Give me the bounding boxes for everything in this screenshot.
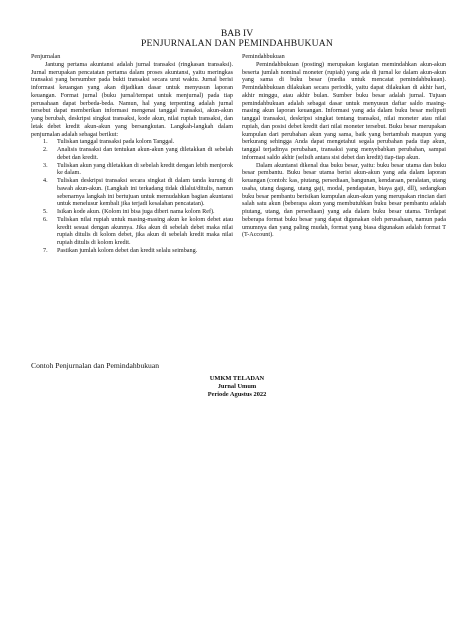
company-name: UMKM TELADAN	[209, 375, 265, 382]
left-column	[31, 54, 233, 256]
list-item	[31, 217, 233, 248]
steps-list	[31, 139, 233, 255]
list-item	[31, 248, 233, 256]
period-label: Periode Agustus 2022	[207, 391, 267, 398]
journal-header	[0, 375, 474, 399]
chapter-number: BAB IV	[220, 28, 254, 39]
list-item	[31, 147, 233, 163]
list-text: Isikan kode akun. (Kolom ini bisa juga diberi nama kolom Ref).	[57, 209, 215, 215]
list-number: 3.	[43, 162, 48, 169]
example-heading: Contoh Penjurnalan dan Pemindahbukuan	[31, 361, 160, 370]
list-number: 2.	[43, 147, 48, 153]
list-text: Tuliskan tanggal transaksi pada kolom Tanggal.	[57, 139, 175, 146]
list-item	[31, 139, 233, 147]
chapter-title: PENJURNALAN DAN PEMINDAHBUKUAN	[140, 38, 333, 49]
paragraph-penjurnalan: Jantung pertama akuntansi adalah jurnal transaksi (ringkasan transaksi). Jurnal merupakan pencatatan pertama dalam proses akuntansi, yaitu meringkas transaksi yang bersumber pada bukti transaksi secara urut waktu. Jurnal berisi informasi keuangan yang akan dijadikan dasar untuk menyusun laporan keuangan. Format jurnal (buku jurnal/tempat untuk menjurnal) pada tiap perusahaan dapat berbeda-beda. Namun, hal yang terpenting adalah jurnal tersebut dapat memberikan informasi mengenai tanggal transaksi, akun-akun yang berubah, deskripsi singkat transaksi, kode akun, nilai rupiah transaksi, dan letak debet kredit akun-akun yang bersangkutan. Langkah-langkah dalam penjurnalan adalah sebagai berikut:	[31, 61, 233, 138]
paragraph-pemindahbukuan-2: Dalam akuntansi dikenal dua buku besar, yaitu: buku besar utama dan buku besar pembantu. Buku besar utama berisi akun-akun yang ada dalam laporan keuangan (contoh: kas, piutang, persediaan, bangunan, kendaraan, peralatan, utang usaha, utang dagang, utang gaji, modal, pendapatan, biaya gaji, dll), sedangkan buku besar pembantu berisikan kumpulan akun-akun yang merupakan rincian dari salah satu akun (beberapa akun yang membutuhkan buku besar pembantu adalah piutang, utang, dan persediaan) yang ada dalam buku besar utama. Terdapat beberapa format buku besar yang dapat digunakan oleh perusahaan, namun pada umumnya dan yang paling mudah, format yang biasa digunakan adalah format T (T-Account).	[242, 162, 446, 239]
list-item	[31, 163, 233, 179]
list-item	[31, 209, 233, 217]
list-text: Pastikan jumlah kolom debet dan kredit selalu seimbang.	[57, 247, 198, 254]
list-number: 4.	[43, 178, 48, 184]
list-text: Analisis transaksi dan tentukan akun-akun yang diletakkan di sebelah debet dan kredit.	[57, 147, 233, 161]
right-column	[242, 54, 446, 240]
list-number: 5.	[43, 209, 48, 215]
section-heading-pemindahbukuan: Pemindahbukuan	[242, 54, 285, 60]
section-heading-penjurnalan: Penjurnalan	[31, 54, 61, 60]
list-number: 7.	[43, 247, 48, 254]
list-item	[31, 178, 233, 209]
list-text: Tuliskan deskripsi transaksi secara singkat di dalam tanda kurung di bawah akun-akun. (Langkah ini terkadang tidak dilalui/ditulis, namun sebenarnya langkah ini bertujuan untuk memudahkan bagian akuntansi untuk menelusur kembali jika terjadi kesalahan pencatatan).	[57, 178, 233, 208]
list-text: Tuliskan nilai rupiah untuk masing-masing akun ke kolom debet atau kredit sesuai dengan akunnya. Jika akun di sebelah debet maka nilai rupiah ditulis di kolom debet, jika akun di sebelah kredit maka nilai rupiah ditulis di kolom kredit.	[57, 216, 233, 246]
list-number: 1.	[43, 139, 48, 146]
list-text: Tuliskan akun yang diletakkan di sebelah kredit dengan lebih menjorok ke dalam.	[57, 162, 233, 177]
paragraph-pemindahbukuan-1: Pemindahbukuan (posting) merupakan kegiatan memindahkan akun-akun beserta jumlah nominal moneter (rupiah) yang ada di jurnal ke dalam akun-akun yang sama di buku besar (media untuk mencatat pemindahbukuan). Pemindahbukuan dilakukan secara periodik, yaitu dapat dilakukan di akhir hari, akhir minggu, atau akhir bulan. Sumber buku besar adalah jurnal. Tujuan pemindahbukuan adalah sebagai dasar untuk menyusun daftar saldo masing-masing akun laporan keuangan. Informasi yang ada dalam buku besar meliputi tanggal transaksi, deskripsi singkat tentang transaksi, nilai moneter atau nilai rupiah, dan posisi debet kredit dari nilai moneter tersebut. Buku besar merupakan kumpulan dari perubahan akun yang sama, baik yang bertambah maupun yang berkurang sehingga Anda dapat mengetahui segala perubahan pada tiap akun, tanggal terjadinya perubahan, transaksi yang menyebabkan perubahan, sampai informasi saldo akhir (selisih antara sisi debet dan kredit) tiap-tiap akun.	[242, 61, 446, 161]
document-type: Jurnal Umum	[217, 383, 257, 390]
list-number: 6.	[43, 216, 48, 223]
